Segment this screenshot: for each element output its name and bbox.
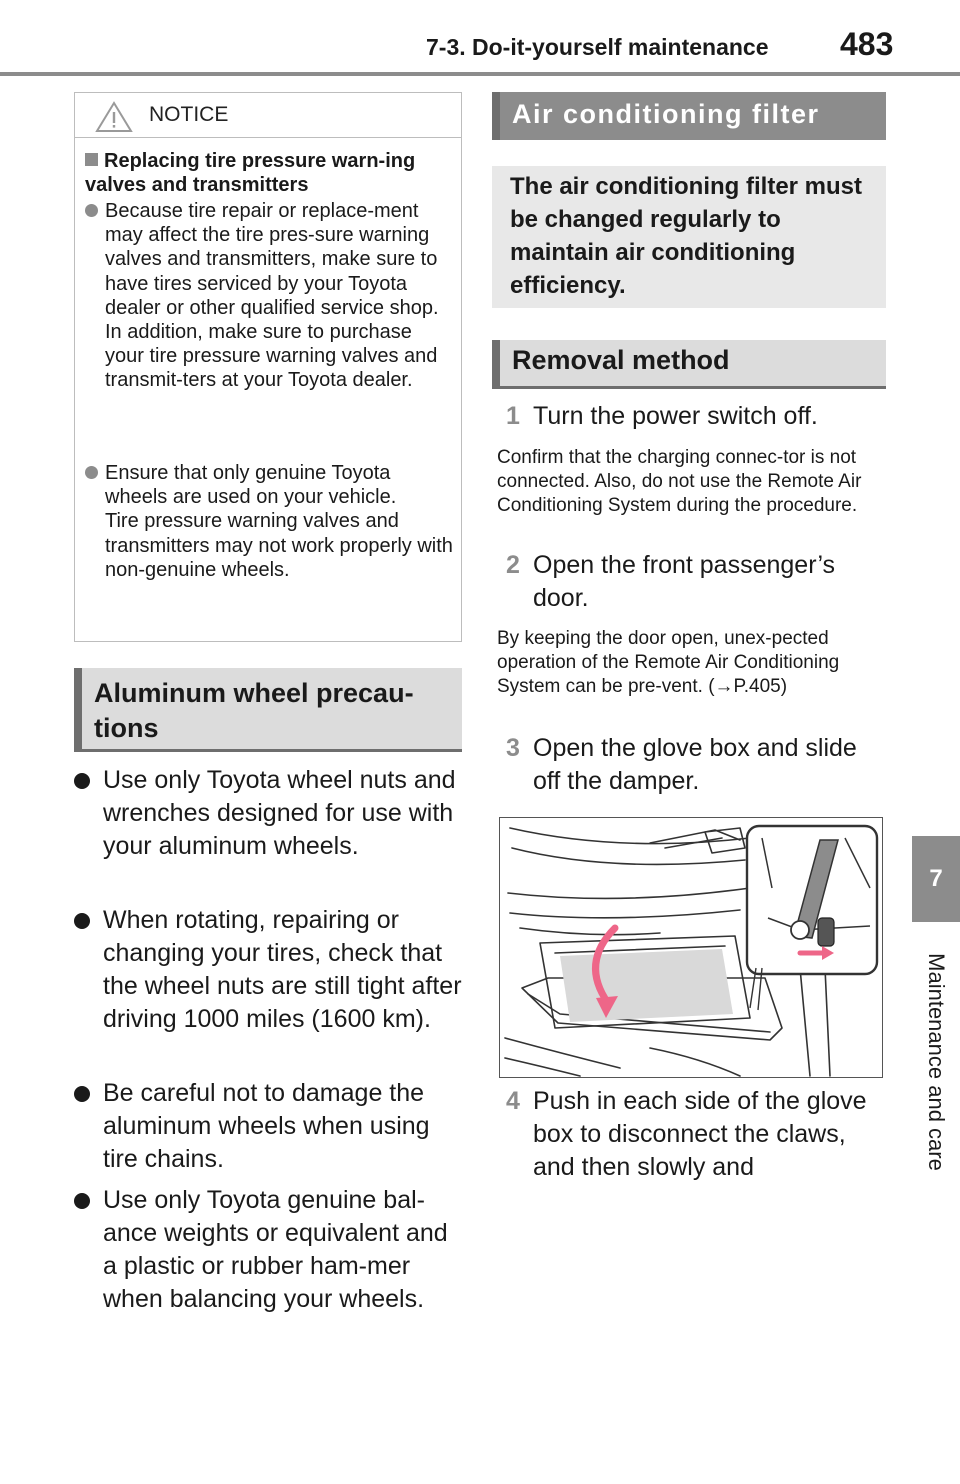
section-title: 7-3. Do-it-yourself maintenance [426,34,769,60]
circle-bullet-icon [85,466,98,479]
removal-heading: Removal method [492,340,886,389]
step-4: 4 Push in each side of the glove box to disconnect the claws, and then slowly and [506,1087,867,1181]
notice-bullet: Because tire repair or replace-ment may affect the tire pres-sure warning valves and transmitters, make sure to have tires serviced by your Toyota dealer or other qualified service shop. In addition, make sure to purchase your tire pressure warning valves and transmit-ters at your Toyota dealer. [85,199,455,393]
page-number: 483 [840,26,894,62]
glove-box-illustration [499,817,883,1078]
notice-title: NOTICE [149,103,229,126]
warning-triangle-icon [95,101,133,133]
notice-header [75,93,461,138]
glove-box-drawing [500,818,883,1078]
step-number: 1 [506,402,520,430]
bullet-icon [74,913,90,929]
notice-subheading: Replacing tire pressure warn-ing valves and transmitters [85,150,416,196]
bullet-icon [74,1193,90,1209]
bullet-icon [74,1086,90,1102]
bullet-icon [74,773,90,789]
chapter-number: 7 [929,865,943,892]
step-2: 2 Open the front passenger’s door. [506,551,836,612]
step-number: 4 [506,1087,520,1115]
step-number: 3 [506,734,520,762]
notice-bullet: Ensure that only genuine Toyota wheels are used on your vehicle. Tire pressure warning valves and transmitters may not work properly with non-genuine wheels. [85,461,455,582]
chapter-tab[interactable] [912,836,960,922]
aluminum-heading: Aluminum wheel precau-tions [74,668,462,752]
list-item: When rotating, repairing or changing your tires, check that the wheel nuts are still tight after driving 1000 miles (1600 km). [74,904,462,1036]
step-number: 2 [506,551,520,579]
list-item: Be careful not to damage the aluminum wheels when using tire chains. [74,1077,462,1176]
step-note: Confirm that the charging connec-tor is not connected. Also, do not use the Remote Air Conditioning System during the procedure. [497,447,862,516]
list-item: Use only Toyota wheel nuts and wrenches designed for use with your aluminum wheels. [74,764,462,863]
list-item: Use only Toyota genuine bal-ance weights or equivalent and a plastic or rubber ham-mer when balancing your wheels. [74,1184,462,1316]
chapter-label: Maintenance and care [924,953,949,1171]
square-bullet-icon [85,153,98,166]
air-filter-heading: Air conditioning filter [492,92,886,140]
notice-box [74,92,462,642]
air-filter-lead: The air conditioning filter must be changed regularly to maintain air conditioning efficiency. [492,166,886,308]
circle-bullet-icon [85,204,98,217]
header-rule [0,72,960,76]
step-1: 1 Turn the power switch off. [506,400,886,433]
step-3: 3 Open the glove box and slide off the damper. [506,734,857,795]
step-note: By keeping the door open, unex-pected operation of the Remote Air Conditioning System can be pre-vent. (→P.405) [497,628,840,697]
